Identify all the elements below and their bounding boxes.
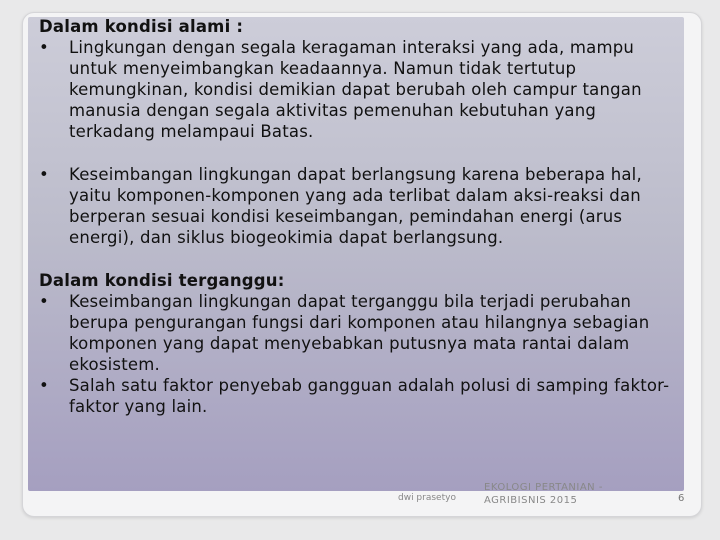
bullet-icon: •: [39, 376, 49, 395]
footer-course: [484, 481, 603, 507]
bullet-text: Salah satu faktor penyebab gangguan adalah polusi di samping faktor-faktor yang lain.: [69, 376, 670, 416]
bullet-item: [39, 291, 684, 375]
section-title-disturbed: Dalam kondisi terganggu:: [39, 271, 285, 290]
footer-author: dwi prasetyo: [398, 493, 456, 503]
footer-course-line2: AGRIBISNIS 2015: [484, 495, 578, 506]
bullet-item: [39, 164, 684, 248]
page-number: 6: [678, 493, 685, 504]
section-title-natural: Dalam kondisi alami :: [39, 17, 244, 36]
bullet-icon: •: [39, 292, 49, 311]
bullet-icon: •: [39, 38, 49, 57]
bullet-text: Keseimbangan lingkungan dapat berlangsung karena beberapa hal, yaitu komponen-komponen yang ada terlibat dalam aksi-reaksi dan berperan sesuai kondisi keseimbangan, pemindahan energi (arus energi), dan siklus biogeokimia dapat berlangsung.: [69, 165, 642, 247]
footer-course-line1: EKOLOGI PERTANIAN -: [484, 482, 603, 493]
bullet-text: Lingkungan dengan segala keragaman interaksi yang ada, mampu untuk menyeimbangkan keadaannya. Namun tidak tertutup kemungkinan, kondisi demikian dapat berubah oleh campur tangan manusia dengan segala aktivitas pemenuhan kebutuhan yang terkadang melampaui Batas.: [69, 38, 642, 141]
bullet-text: Keseimbangan lingkungan dapat terganggu bila terjadi perubahan berupa pengurangan fungsi dari komponen atau hilangnya sebagian komponen yang dapat menyebabkan putusnya mata rantai dalam ekosistem.: [69, 292, 650, 374]
slide-text: [39, 16, 684, 417]
bullet-item: [39, 375, 684, 417]
bullet-icon: •: [39, 165, 49, 184]
bullet-item: [39, 37, 684, 142]
